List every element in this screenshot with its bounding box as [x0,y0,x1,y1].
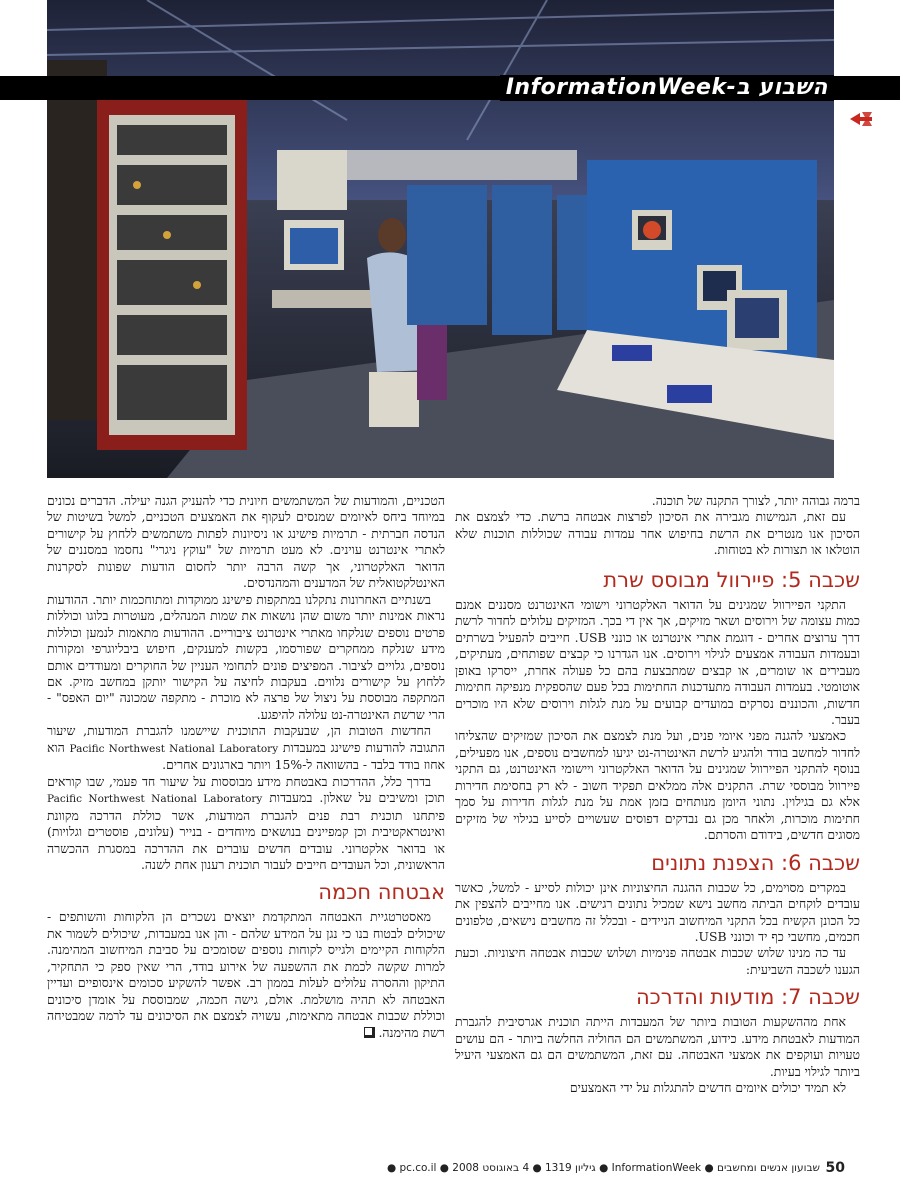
paragraph-part: החדשות הטובות הן, שבעקבות התוכנית שיישמנו להגברת המודעות, שיעור התגובה להודעות פישינג במעבדות [47,723,445,755]
lab-photo-drawing [47,0,834,478]
paragraph: כאמצעי להגנה מפני איומי פנים, ועל מנת לצמצם את הסיכון שמזיקים שהצליחו לחדור למחשב בודד ולהגיע לרשת האינטרה-נט יגיעו למחשבים נוספים, אנו מפעילים, בנוסף להתקני הפיירוול שמגינים על הדואר האלקטרוני ויישומי האינטרנט, גם התקני פיירוול מבוססי שרת. התקנים אלה ממלאים תפקיד חשוב - לא רק בחסימת חדירות אלא גם בגילוין. נתוני היומן מנותחים בזמן אמת על מנת לגלות חדירות על סמך חתימות מוכרות, ולאחר מכן גם נבדקים דפוסים שעשויים לסייע בגילוי של מזיקים מסוגים חדשים, בידודם והסרתם. [455,728,860,843]
paragraph [47,723,445,773]
paragraph: עד כה מנינו שלוש שכבות אבטחה פנימיות ושלוש שכבות אבטחה חיצוניות. וכעת הגענו לשכבה השביעית: [455,945,860,977]
paragraph: עם זאת, הגמישות מגבירה את הסיכון לפרצות אבטחה ברשת. כדי לצמצם את הסיכון אנו מנטרים את הרשת בחיפוש אחר עמדות עבודה שכוללות תוכנות שלא הוטלאו או תצורות לא בטוחות. [455,509,860,558]
page-number: 50 [825,1160,845,1176]
section-heading-layer-6: שכבה 6: הצפנת נתונים [651,850,860,875]
section-heading-layer-5: שכבה 5: פיירוול מבוסס שרת [603,567,860,592]
paragraph: הטכניים, והמודעות של המשתמשים חיונית כדי להעניק הגנה יעילה. הדברים נכונים במיוחד ביחס לאיומים שמנסים לעקוף את האמצעים הטכניים, למשל בשיטות של הנדסה חברתית - תרמיות פישינג או ניסיונות לפתות משתמשים ללחוץ על קישורים לאתרי אינטרנט עוינים. לא מעט תרמיות של "עוקץ ניגרי" נחסמו במסננים של הדואר האלקטרוני, אך קשה הרבה יותר לחסום הודעות שפונות לסקרנות האינטלקטואלית של המדענים והמהנדסים. [47,493,445,591]
article-column-right [455,493,860,1097]
section-heading-smart-security: אבטחה חכמה [318,880,445,905]
paragraph: התקני הפיירוול שמגינים על הדואר האלקטרוני וישומי האינטרנט מסננים אמנם כמות עצומה של וירוסים ושאר מזיקים, אך אין די בכך. המזיקים עלולים לחדור לרשת דרך ערוצים אחרים - דוגמת אתרי אינטרנט או כונני USB. חייבים להפעיל בשרתים ובעמדות העבודה אמצעים לגילוי וירוסים. אנו הגדרנו כי קבצים שפותחים, מעתיקים, מעבירים או שומרים, או קבצים שמתבצעת בהם כל פעולה אחרת, ייסרקו באופן אוטומטי. בעמדות העבודה מתעדכנות החתימות בכל פעם שהספקית מנפיקה חתימות חדשות, והכוננים נסרקים במועדים קבועים על מנת לגלות וירוסים שלא היו מוכרים בעבר. [455,596,860,727]
paragraph: במקרים מסוימים, כל שכבות ההגנה החיצוניות אינן יכולות לסייע - למשל, כאשר עובדים לוקחים הביתה מחשב נישא שמכיל נתונים רגישים. אנו מחייבים להצפין את כל הכונן הקשיח בכל התקני המיחשוב הניידים - ובכלל זה מחשבים נישאים, טלפונים חכמים, מחשבי כף יד וכונני USB. [455,879,860,944]
section-heading-layer-7: שכבה 7: מודעות והדרכה [635,985,860,1010]
banner-title: השבוע ב-InformationWeek [500,75,834,101]
end-of-article-icon [364,1027,375,1038]
lab-name: Pacific Northwest National Laboratory [69,742,279,755]
paragraph: בשנתיים האחרונות נתקלנו במתקפות פישינג ממוקדות ומתוחכמות יותר. ההודעות נראות אמינות יותר משום שהן נושאות את שמות המנהלים, מעוטרות בלוגו וכוללות פרטים נוספים שנלקחו מאתרי אינטרנט ציבוריים. ההודעות מתאמות לנמען וכוללות מידע שנלקח ממחקרים שפורסמו, בקשות למענקים, חיפוש ביבליוגרפי ומקורות נוספים, גלויים לציבור. המפיצים פונים לתחומי העניין של החוקרים ומעודדים אותם ללחוץ על קישורים נלווים. בעקבות לחיצה על הקישור יותקן במחשב מזיק. אם המתקפה מבוססת על ניצול של פרצה לא מוכרת - מתקפה שמכונה "יום האפס" - הרי שרשת האינטרה-נט עלולה להיפגע. [47,591,445,722]
paragraph-part: מאסטרטגיית האבטחה המתקדמת יוצאים נשכרים הן הלקוחות והשותפים - שיכולים לבטוח בנו כי נגן על המידע שלהם - והן אנו במעבדות, שיכולים לשמור את הלקוחות הקיימים ולגייס לקוחות נוספים שסומכים על סביבת המיחשוב המהימנה. למרות שקשה לכמת את ההשפעה של אירוע בודד, הרי שאין ספק כי התחקיר, התיקון וההסרה עלולים לעלות בממון רב. אפשר להשקיע סכומים אינסופיים ועדיין האבטחה לא תהיה מושלמת. אולם, גישה חכמה, שמבוססת על אומדן סיכונים וכוללת שכבות אבטחה מתאימות, עשויה לצמצם את הסיכונים עד לרמה שמבטיחה רשת מהימנה. [47,909,445,1040]
paragraph-part: פיתחנו תוכנית רבת פנים להגברת המודעות, אשר כוללת הדרכה מקוונת ואינטראקטיבית וכן קמפיינים בנושאים מיוחדים - בנייר (עלונים, פוסטרים וגלויות) או בדואר אלקטרוני. עובדים חדשים עוברים את ההדרכה במסגרת ההכשרה הראשונית, וכל העובדים חייבים לעבור תוכנית רענון אחת לשנה. [47,807,445,872]
lab-name: Pacific Northwest National Laboratory [47,793,263,806]
paragraph [47,909,445,1041]
page-footer [0,1158,900,1178]
section-arrow-icon [848,110,874,128]
lab-photo [47,0,834,478]
paragraph [47,774,445,874]
paragraph-part: הוא אחוז בודד בלבד - בהשוואה ל-15% ויותר בארגונים אחרים. [47,739,445,773]
paragraph: ברמה גבוהה יותר, לצורך התקנה של תוכנה. [651,493,860,508]
paragraph-part: בדרך כלל, ההדרכות באבטחת מידע מבוססות על שיעור חד פעמי, שבו קוראים תוכן ומשיבים על שאלון. במעבדות [47,773,445,806]
footer-text: שבועון אנשים ומחשבים ● InformationWeek ● גיליון 1319 ● 4 באוגוסט 2008 ● pc.co.il ● [386,1162,820,1174]
paragraph: לא תמיד יכולים איומים חדשים להתגלות על ידי האמצעים [569,1080,846,1096]
article-column-left [47,493,445,1041]
paragraph: אחת מההשקעות הטובות ביותר של המעבדות הייתה תוכנית אגרסיבית להגברת המודעות לאבטחת מידע. כידוע, המשתמשים הם החוליה החלשה ביותר - הם עושים טעויות ועוקפים את אמצעי האבטחה. עם זאת, המשתמשים הם גם האמצעי היעיל ביותר לגילוי בעיות. [455,1014,860,1079]
